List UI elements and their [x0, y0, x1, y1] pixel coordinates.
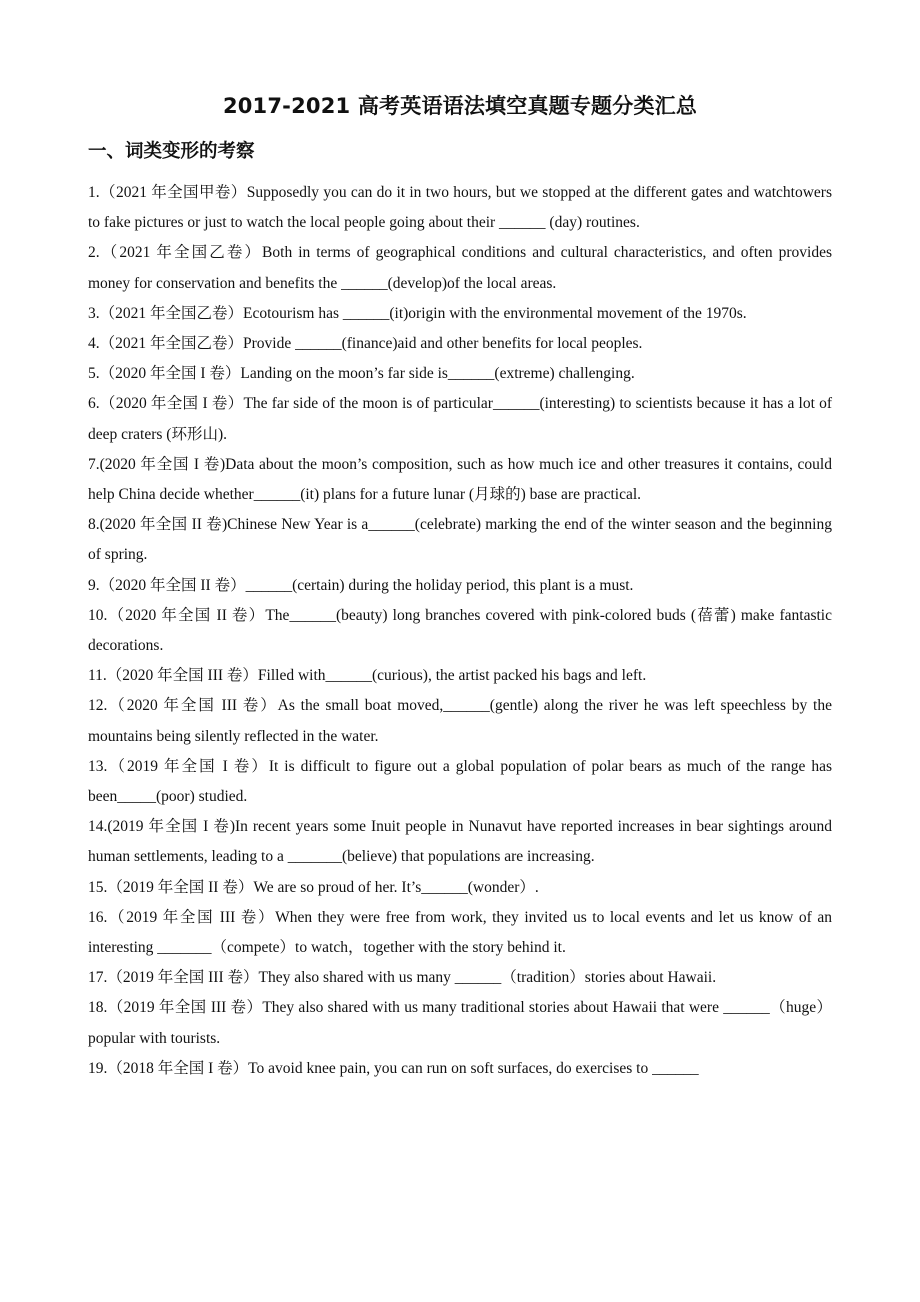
question-item-8: 8.(2020 年全国 II 卷)Chinese New Year is a______(celebrate) marking the end of the winter season and the beginning of spring. — [88, 516, 832, 564]
question-list — [88, 178, 832, 1084]
question-item-7: 7.(2020 年全国 I 卷)Data about the moon’s composition, such as how much ice and other treasures it contains, could help China decide whether______(it) plans for a future lunar (月球的) base are practical. — [88, 455, 832, 504]
question-item-2: 2.（2021 年全国乙卷）Both in terms of geographical conditions and cultural characteristics, and often provides money for conservation and benefits the ______(develop)of the local areas. — [88, 244, 832, 292]
question-item-18: 18.（2019 年全国 III 卷）They also shared with us many traditional stories about Hawaii that were ______（huge）popular with tourists. — [88, 999, 832, 1047]
question-item-16: 16.（2019 年全国 III 卷）When they were free from work, they invited us to local events and let us know of an interesting _______（compete）to watch，together with the story behind it. — [88, 908, 832, 957]
question-item-6: 6.（2020 年全国 I 卷）The far side of the moon is of particular______(interesting) to scientists because it has a lot of deep craters (环形山). — [88, 395, 832, 443]
question-item-5: 5.（2020 年全国 I 卷）Landing on the moon’s far side is______(extreme) challenging. — [88, 365, 635, 383]
question-item-11: 11.（2020 年全国 III 卷）Filled with______(curious), the artist packed his bags and left. — [88, 667, 647, 685]
question-item-12: 12.（2020 年全国 III 卷）As the small boat moved,______(gentle) along the river he was left speechless by the mountains being silently reflected in the water. — [88, 697, 832, 745]
section-heading: 一、词类变形的考察 — [88, 141, 255, 162]
question-item-1: 1.（2021 年全国甲卷）Supposedly you can do it in two hours, but we stopped at the different gates and watchtowers to fake pictures or just to watch the local people going about their ______ (day) routines. — [88, 184, 832, 232]
question-item-10: 10.（2020 年全国 II 卷）The______(beauty) long branches covered with pink-colored buds (蓓蕾) make fantastic decorations. — [88, 606, 832, 655]
question-item-19: 19.（2018 年全国 I 卷）To avoid knee pain, you can run on soft surfaces, do exercises to ______ — [88, 1059, 699, 1077]
question-item-14: 14.(2019 年全国 I 卷)In recent years some Inuit people in Nunavut have reported increases in bear sightings around human settlements, leading to a _______(believe) that populations are increasing. — [88, 818, 832, 866]
question-item-9: 9.（2020 年全国 II 卷）______(certain) during the holiday period, this plant is a must. — [88, 576, 634, 594]
question-item-4: 4.（2021 年全国乙卷）Provide ______(finance)aid and other benefits for local peoples. — [88, 335, 643, 353]
question-item-17: 17.（2019 年全国 III 卷）They also shared with us many ______（tradition）stories about Hawaii. — [88, 969, 717, 987]
question-item-13: 13.（2019 年全国 I 卷）It is difficult to figure out a global population of polar bears as much of the range has been_____(poor) studied. — [88, 757, 832, 806]
question-item-3: 3.（2021 年全国乙卷）Ecotourism has ______(it)origin with the environmental movement of the 1970s. — [88, 304, 747, 322]
question-item-15: 15.（2019 年全国 II 卷）We are so proud of her. It’s______(wonder）. — [88, 878, 539, 896]
document-title: 2017-2021 高考英语语法填空真题专题分类汇总 — [222, 94, 698, 118]
